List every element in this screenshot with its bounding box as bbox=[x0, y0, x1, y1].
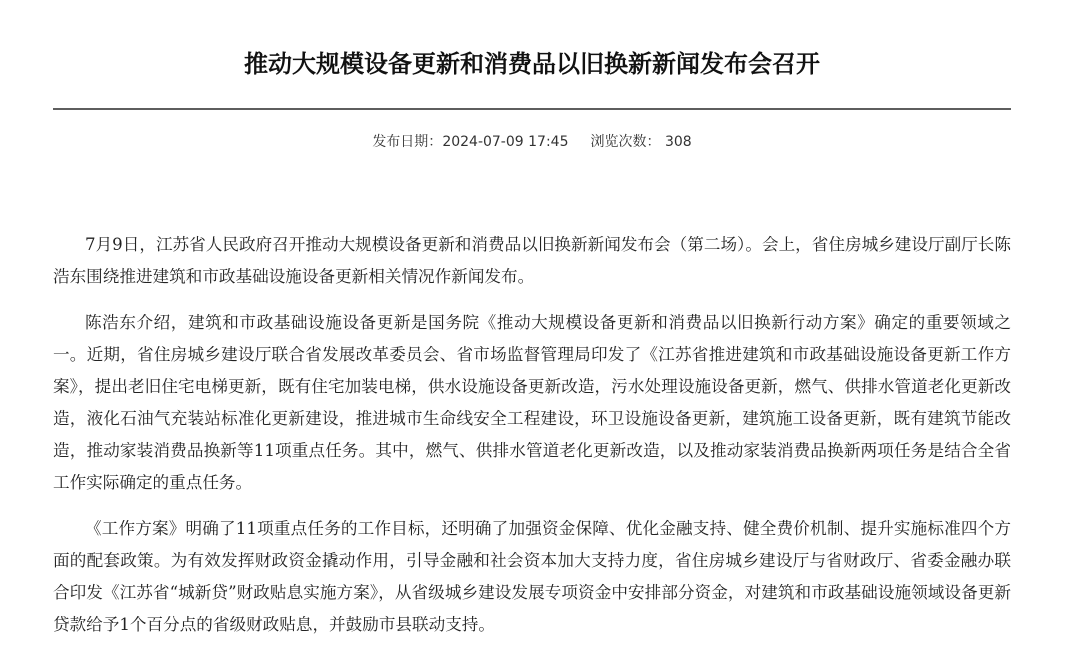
paragraph-1: 7月9日，江苏省人民政府召开推动大规模设备更新和消费品以旧换新新闻发布会（第二场）。会上，省住房城乡建设厅副厅长陈浩东围绕推进建筑和市政基础设施设备更新相关情况作新闻发布。 bbox=[53, 235, 1011, 286]
view-count-label: 浏览次数： bbox=[590, 134, 661, 150]
article-body bbox=[53, 229, 1011, 641]
publish-date-label: 发布日期： bbox=[372, 134, 443, 150]
publish-date-value: 2024-07-09 17:45 bbox=[442, 134, 569, 150]
paragraph-3: 《工作方案》明确了11项重点任务的工作目标，还明确了加强资金保障、优化金融支持、健全费价机制、提升实施标准四个方面的配套政策。为有效发挥财政资金撬动作用，引导金融和社会资本加大支持力度，省住房城乡建设厅与省财政厅、省委金融办联合印发《江苏省“城新贷”财政贴息实施方案》，从省级城乡建设发展专项资金中安排部分资金，对建筑和市政基础设施领域设备更新贷款给予1个百分点的省级财政贴息，并鼓励市县联动支持。 bbox=[53, 519, 1011, 634]
article bbox=[53, 0, 1011, 655]
title-divider bbox=[53, 108, 1011, 110]
paragraph-2: 陈浩东介绍，建筑和市政基础设施设备更新是国务院《推动大规模设备更新和消费品以旧换新行动方案》确定的重要领域之一。近期，省住房城乡建设厅联合省发展改革委员会、省市场监督管理局印发了《江苏省推进建筑和市政基础设施设备更新工作方案》，提出老旧住宅电梯更新，既有住宅加装电梯，供水设施设备更新改造，污水处理设施设备更新，燃气、供排水管道老化更新改造，液化石油气充装站标准化更新建设，推进城市生命线安全工程建设，环卫设施设备更新，建筑施工设备更新，既有建筑节能改造，推动家装消费品换新等11项重点任务。其中，燃气、供排水管道老化更新改造，以及推动家装消费品换新两项任务是结合全省工作实际确定的重点任务。 bbox=[53, 313, 1011, 492]
article-title: 推动大规模设备更新和消费品以旧换新新闻发布会召开 bbox=[244, 50, 820, 78]
article-meta bbox=[53, 132, 1011, 152]
view-count-value: 308 bbox=[664, 134, 692, 150]
